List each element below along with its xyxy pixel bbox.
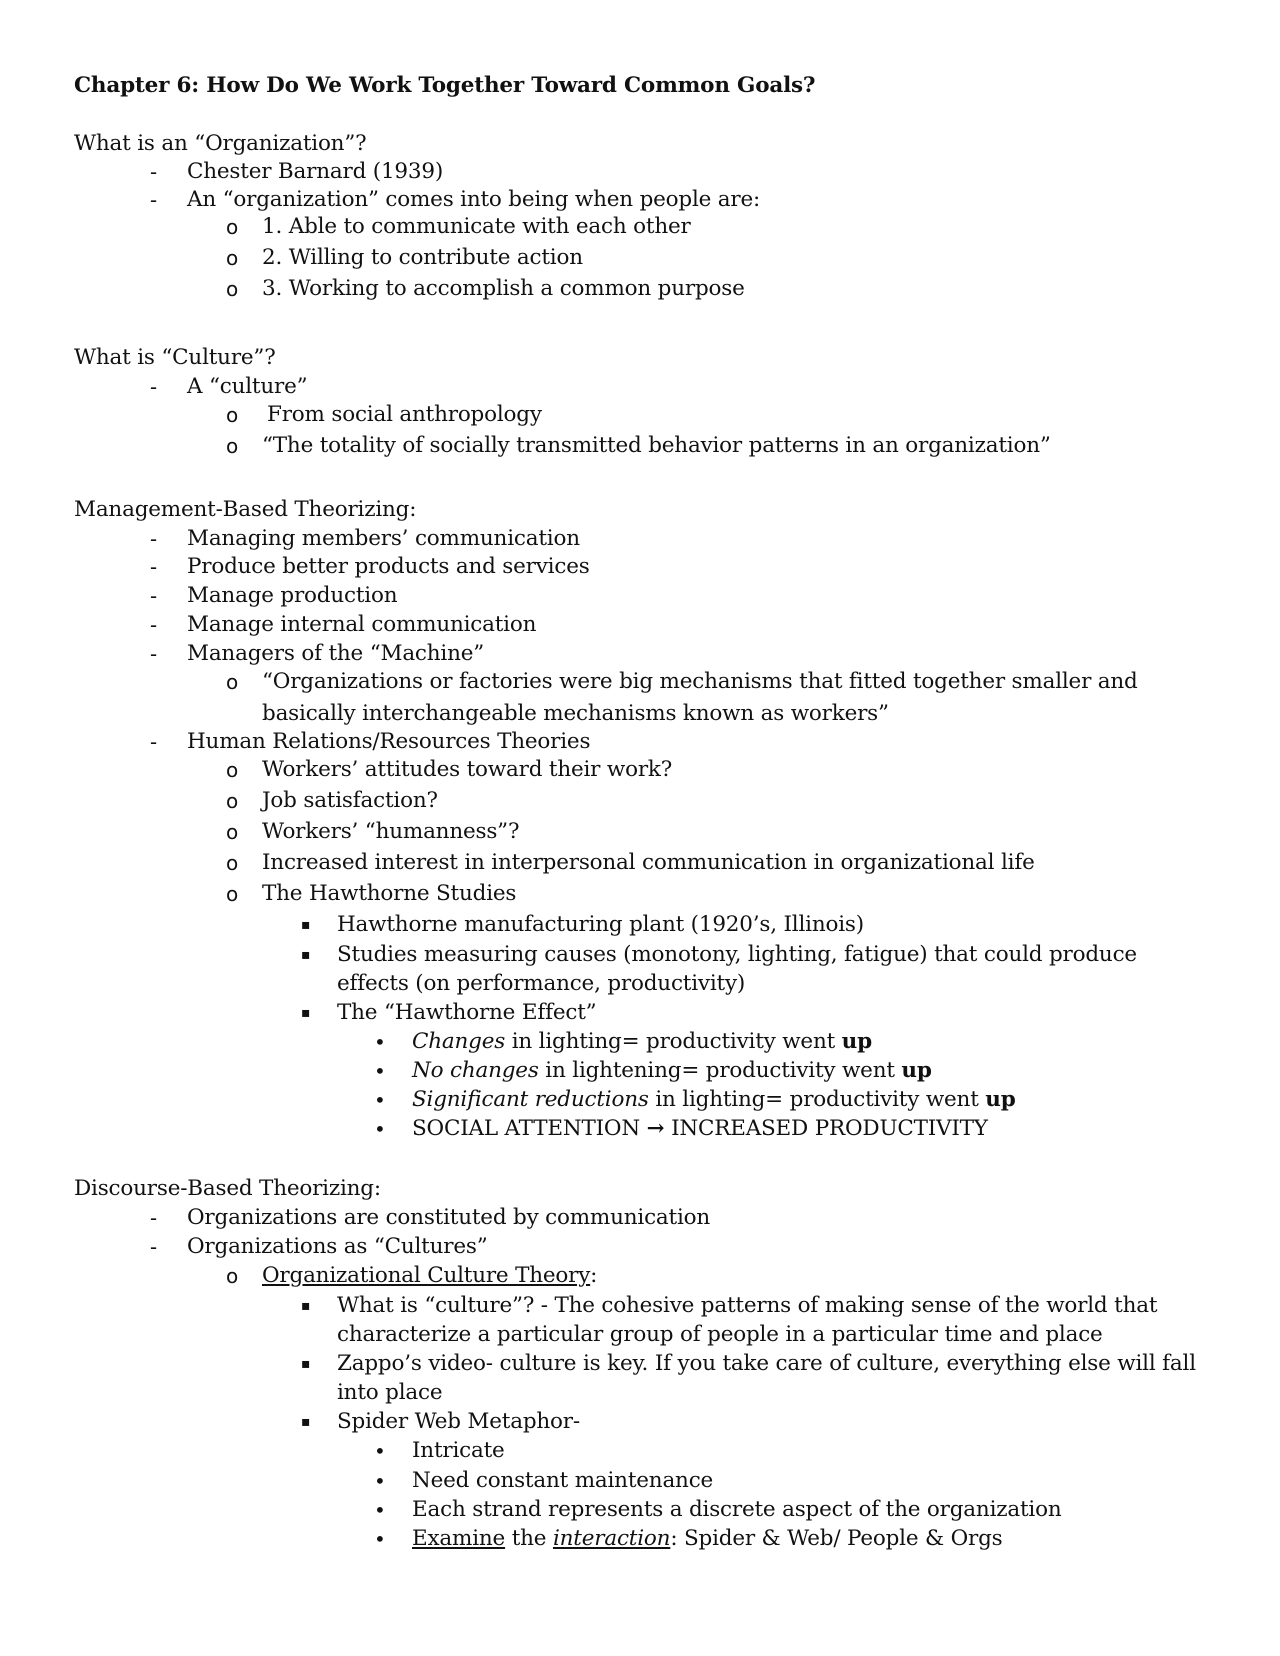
spider-item: Need constant maintenance <box>412 1468 714 1493</box>
list-subitem: From social anthropology <box>267 402 542 427</box>
list-item: Managing members’ communication <box>187 526 580 551</box>
list-item: Chester Barnard (1939) <box>187 159 444 184</box>
bullet-marker: • <box>374 1117 386 1141</box>
bullet-marker: • <box>374 1498 386 1522</box>
circle-marker: o <box>226 851 239 875</box>
circle-marker: o <box>226 434 239 458</box>
list-item: Organizations as “Cultures” <box>187 1234 488 1259</box>
circle-marker: o <box>226 215 239 239</box>
square-marker: ▪ <box>301 1414 311 1430</box>
effect-item <box>412 1028 872 1056</box>
list-item: Managers of the “Machine” <box>187 641 485 666</box>
bullet-marker: • <box>374 1527 386 1551</box>
section-heading-discourse: Discourse-Based Theorizing: <box>74 1176 381 1201</box>
list-subsubitem: Hawthorne manufacturing plant (1920’s, Illinois) <box>337 912 864 937</box>
list-subitem: 3. Working to accomplish a common purpose <box>262 276 745 301</box>
dash-marker: - <box>150 375 158 399</box>
spider-item-last <box>412 1525 1002 1553</box>
list-subitem: 1. Able to communicate with each other <box>262 214 691 239</box>
list-subsubitem: The “Hawthorne Effect” <box>337 1000 597 1025</box>
theory-name: Organizational Culture Theory <box>262 1263 591 1288</box>
dash-marker: - <box>150 527 158 551</box>
list-subitem: The Hawthorne Studies <box>262 881 517 906</box>
list-item: Manage internal communication <box>187 612 537 637</box>
effect-text: in lighting= productivity went <box>648 1087 986 1112</box>
theory-colon: : <box>590 1263 598 1288</box>
effect-result: up <box>985 1087 1016 1112</box>
list-subitem: 2. Willing to contribute action <box>262 245 583 270</box>
dash-marker: - <box>150 730 158 754</box>
circle-marker: o <box>226 882 239 906</box>
list-subsubitem-continued: characterize a particular group of people in a particular time and place <box>337 1322 1103 1347</box>
square-marker: ▪ <box>301 1356 311 1372</box>
interaction-word: interaction <box>552 1526 671 1551</box>
circle-marker: o <box>226 403 239 427</box>
bullet-marker: • <box>374 1059 386 1083</box>
square-marker: ▪ <box>301 1298 311 1314</box>
examine-word: Examine <box>412 1526 506 1551</box>
list-subsubitem-continued: effects (on performance, productivity) <box>337 971 746 996</box>
list-subsubitem-continued: into place <box>337 1380 443 1405</box>
list-item: Produce better products and services <box>187 554 590 579</box>
effect-emphasis: Significant reductions <box>412 1087 649 1112</box>
list-subitem: Increased interest in interpersonal communication in organizational life <box>262 850 1035 875</box>
list-subsubitem: Studies measuring causes (monotony, lighting, fatigue) that could produce <box>337 942 1137 967</box>
bullet-marker: • <box>374 1088 386 1112</box>
circle-marker: o <box>226 246 239 270</box>
list-item: Organizations are constituted by communication <box>187 1205 711 1230</box>
spider-web-text: : Spider & Web/ People & Orgs <box>670 1526 1003 1551</box>
circle-marker: o <box>226 670 239 694</box>
arrow-right-icon: → <box>646 1116 665 1141</box>
list-item: Human Relations/Resources Theories <box>187 729 591 754</box>
effect-item <box>412 1057 932 1085</box>
theory-heading <box>262 1262 597 1290</box>
circle-marker: o <box>226 789 239 813</box>
summary-cause: SOCIAL ATTENTION <box>412 1116 640 1141</box>
effect-text: in lightening= productivity went <box>538 1058 902 1083</box>
section-heading-management: Management-Based Theorizing: <box>74 497 417 522</box>
spider-item: Each strand represents a discrete aspect of the organization <box>412 1497 1062 1522</box>
dash-marker: - <box>150 613 158 637</box>
chapter-title: Chapter 6: How Do We Work Together Toward Common Goals? <box>74 73 816 98</box>
dash-marker: - <box>150 160 158 184</box>
circle-marker: o <box>226 820 239 844</box>
bullet-marker: • <box>374 1030 386 1054</box>
section-heading-culture: What is “Culture”? <box>74 345 276 370</box>
effect-result: up <box>901 1058 932 1083</box>
quote-line: “Organizations or factories were big mechanisms that fitted together smaller and <box>262 669 1138 694</box>
section-heading-organization: What is an “Organization”? <box>74 131 367 156</box>
effect-emphasis: No changes <box>412 1058 539 1083</box>
dash-marker: - <box>150 188 158 212</box>
dash-marker: - <box>150 1206 158 1230</box>
list-subitem: Workers’ attitudes toward their work? <box>262 757 673 782</box>
square-marker: ▪ <box>301 917 311 933</box>
spider-item: Intricate <box>412 1438 505 1463</box>
list-subsubitem: Zappo’s video- culture is key. If you take care of culture, everything else will fall <box>337 1351 1196 1376</box>
effect-text: in lighting= productivity went <box>505 1029 842 1054</box>
circle-marker: o <box>226 277 239 301</box>
dash-marker: - <box>150 584 158 608</box>
list-subsubitem: What is “culture”? - The cohesive patterns of making sense of the world that <box>337 1293 1158 1318</box>
dash-marker: - <box>150 1235 158 1259</box>
effect-item <box>412 1086 1016 1114</box>
dash-marker: - <box>150 555 158 579</box>
effect-emphasis: Changes <box>412 1029 506 1054</box>
list-subitem: Job satisfaction? <box>262 788 438 813</box>
list-subitem: “The totality of socially transmitted behavior patterns in an organization” <box>262 433 1051 458</box>
list-item: Manage production <box>187 583 398 608</box>
bullet-marker: • <box>374 1469 386 1493</box>
list-subsubitem: Spider Web Metaphor- <box>337 1409 580 1434</box>
quote-line: basically interchangeable mechanisms known as workers” <box>262 701 889 726</box>
list-item: An “organization” comes into being when people are: <box>187 187 761 212</box>
dash-marker: - <box>150 642 158 666</box>
the-word: the <box>505 1526 553 1551</box>
circle-marker: o <box>226 758 239 782</box>
square-marker: ▪ <box>301 1005 311 1021</box>
bullet-marker: • <box>374 1439 386 1463</box>
list-subitem: Workers’ “humanness”? <box>262 819 520 844</box>
summary-effect: INCREASED PRODUCTIVITY <box>671 1116 988 1141</box>
list-item: A “culture” <box>187 374 308 399</box>
effect-result: up <box>841 1029 872 1054</box>
effect-summary <box>412 1115 988 1143</box>
circle-marker: o <box>226 1264 239 1288</box>
square-marker: ▪ <box>301 947 311 963</box>
